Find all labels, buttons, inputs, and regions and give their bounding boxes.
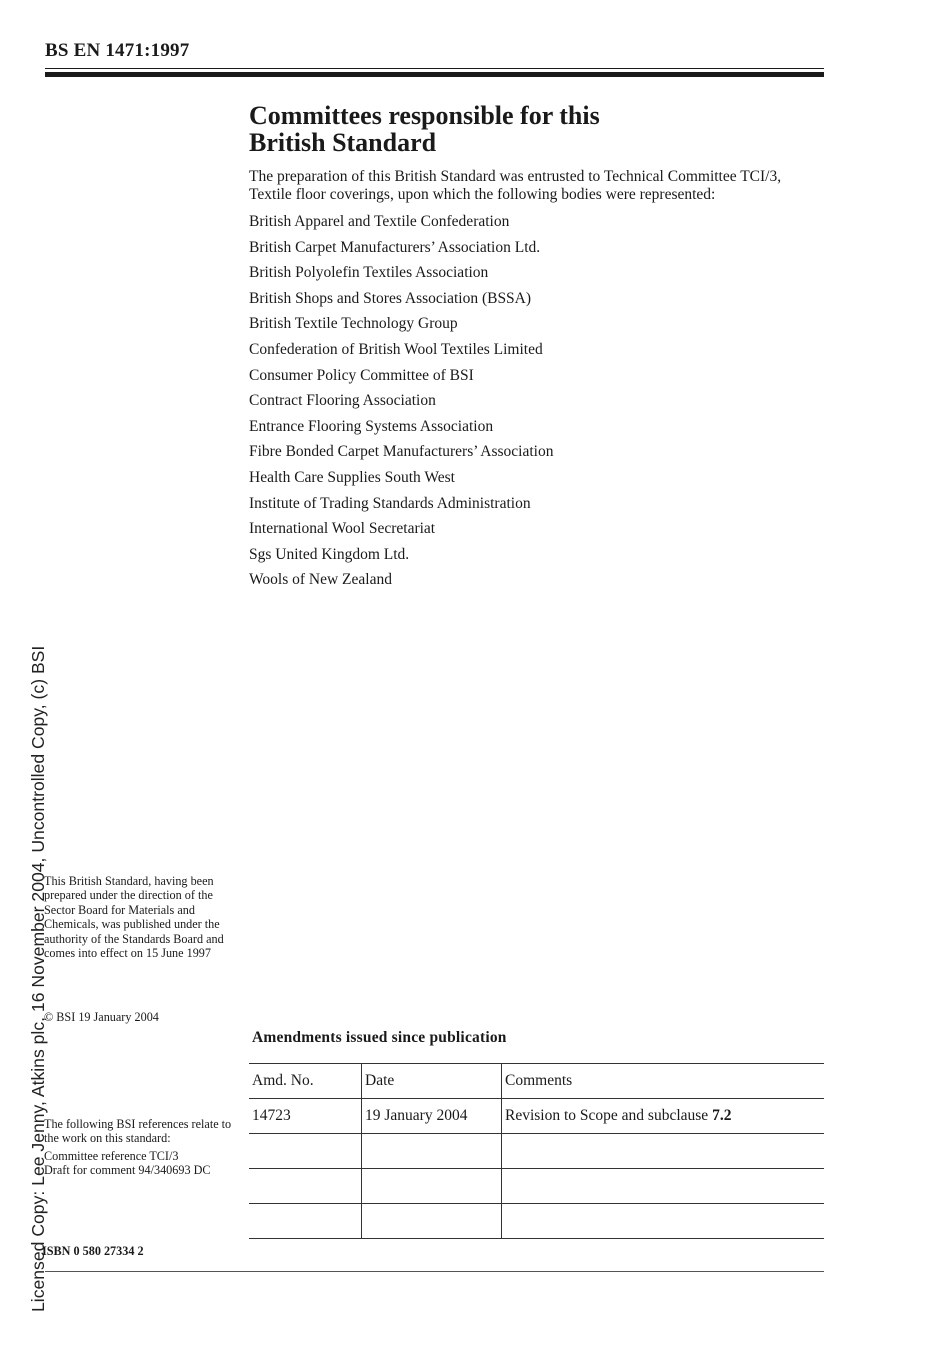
table-header-row — [249, 1064, 824, 1099]
list-item: Fibre Bonded Carpet Manufacturers’ Association — [249, 443, 554, 461]
comments-cell — [502, 1204, 825, 1239]
list-item: Consumer Policy Committee of BSI — [249, 366, 474, 384]
list-item: International Wool Secretariat — [249, 520, 436, 538]
list-item: Health Care Supplies South West — [249, 468, 455, 486]
represented-bodies-list — [249, 209, 829, 593]
list-item: British Carpet Manufacturers’ Association Ltd. — [249, 238, 541, 256]
table-row — [249, 1134, 824, 1169]
list-item: Wools of New Zealand — [249, 571, 392, 589]
header-rule-thick — [45, 72, 824, 77]
list-item: British Apparel and Textile Confederation — [249, 213, 510, 230]
table-row — [249, 1169, 824, 1204]
main-content — [249, 102, 829, 593]
amendments-title: Amendments issued since publication — [252, 1029, 507, 1046]
bsi-references — [44, 1117, 244, 1178]
references-intro: The following BSI references relate to the work on this standard: — [44, 1117, 232, 1146]
list-item: British Textile Technology Group — [249, 315, 458, 333]
table-row — [249, 1204, 824, 1239]
list-item: Confederation of British Wool Textiles Limited — [249, 340, 543, 358]
amd-no-cell — [249, 1204, 362, 1239]
list-item: Institute of Trading Standards Administration — [249, 494, 531, 512]
date-cell: 19 January 2004 — [362, 1099, 502, 1134]
title-line-1: Committees responsible for this — [249, 101, 600, 130]
comments-cell — [502, 1099, 825, 1134]
comment-clause: 7.2 — [712, 1107, 732, 1124]
comments-cell — [502, 1134, 825, 1169]
title-line-2: British Standard — [249, 128, 437, 157]
date-cell — [362, 1169, 502, 1204]
isbn: ISBN 0 580 27334 2 — [42, 1244, 144, 1258]
draft-reference: Draft for comment 94/340693 DC — [44, 1163, 211, 1178]
list-item: British Polyolefin Textiles Association — [249, 264, 489, 282]
standard-code: BS EN 1471:1997 — [45, 40, 190, 61]
header-rule-thin — [45, 68, 824, 69]
header-comments: Comments — [502, 1064, 825, 1099]
header-amd-no: Amd. No. — [249, 1064, 362, 1099]
comments-cell — [502, 1169, 825, 1204]
committee-reference: Committee reference TCI/3 — [44, 1148, 179, 1163]
amendments-table — [249, 1063, 824, 1239]
list-item: Contract Flooring Association — [249, 392, 436, 410]
intro-paragraph: The preparation of this British Standard was entrusted to Technical Committee TCI/3, Textile floor coverings, upon which the following bodies were represented: — [249, 168, 782, 203]
amd-no-cell — [249, 1169, 362, 1204]
list-item: British Shops and Stores Association (BSSA) — [249, 289, 532, 307]
comment-text: Revision to Scope and subclause — [505, 1107, 713, 1124]
list-item: Sgs United Kingdom Ltd. — [249, 545, 410, 563]
license-watermark: Licensed Copy: Lee Jenny, Atkins plc, 16 November 2004, Uncontrolled Copy, (c) BSI — [28, 645, 48, 1312]
amd-no-cell: 14723 — [249, 1099, 362, 1134]
copyright-notice: © BSI 19 January 2004 — [44, 1010, 159, 1024]
publication-note: This British Standard, having been prepared under the direction of the Sector Board for Materials and Chemicals, was published under the authority of the Standards Board and comes into effect on 15 June 1997 — [44, 874, 224, 961]
date-cell — [362, 1204, 502, 1239]
footer-rule — [45, 1271, 824, 1272]
header-date: Date — [362, 1064, 502, 1099]
date-cell — [362, 1134, 502, 1169]
amd-no-cell — [249, 1134, 362, 1169]
page-title — [249, 102, 829, 156]
table-row — [249, 1099, 824, 1134]
list-item: Entrance Flooring Systems Association — [249, 417, 494, 435]
